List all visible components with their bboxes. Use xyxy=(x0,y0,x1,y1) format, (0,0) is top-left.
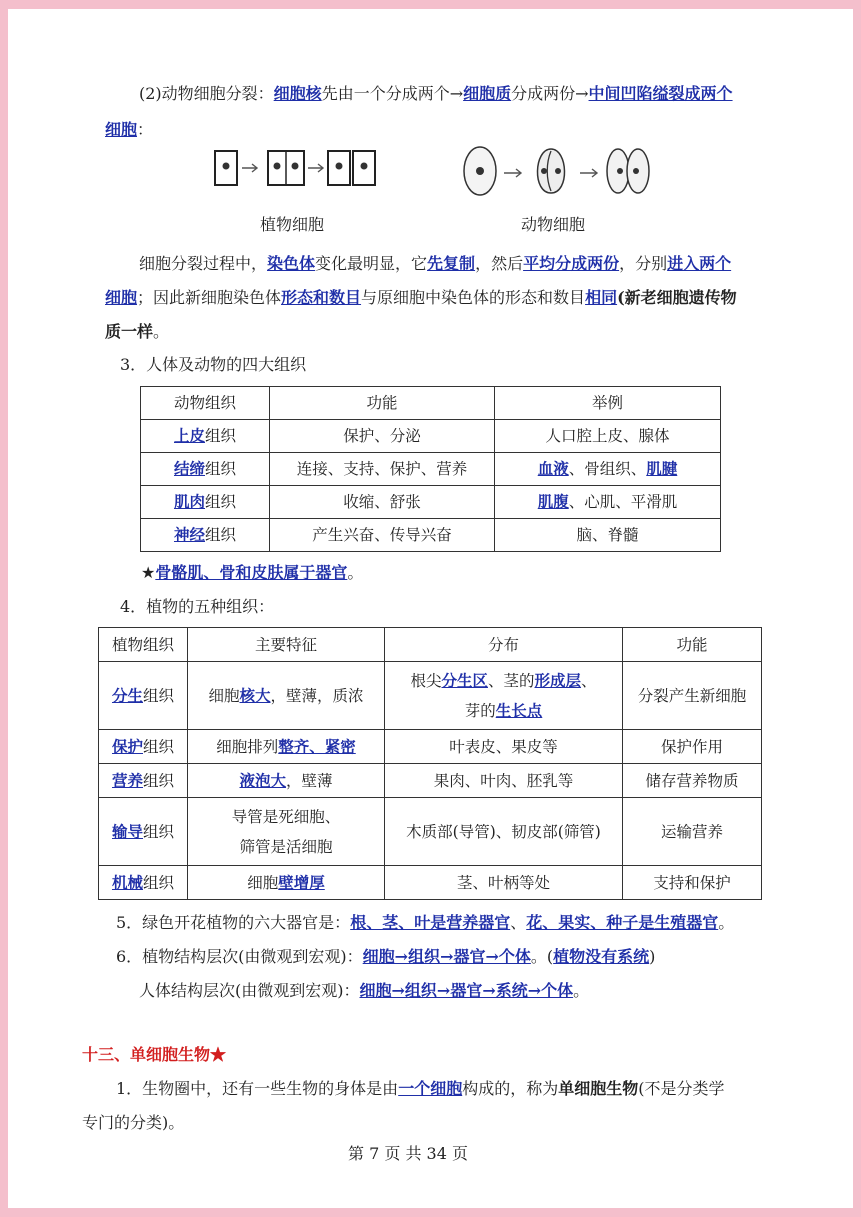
table-row xyxy=(99,662,762,730)
animal-cell-caption: 动物细胞 xyxy=(521,215,586,234)
plant-cell-division-diagram xyxy=(208,145,388,195)
table-header: 功能 xyxy=(270,387,495,420)
unicellular-line-1: 1．生物圈中，还有一些生物的身体是由一个细胞构成的，称为单细胞生物(不是分类学 xyxy=(116,1079,725,1098)
star-icon: ★ xyxy=(141,563,156,582)
tissue-function: 支持和保护 xyxy=(623,866,762,900)
table-row xyxy=(141,519,721,552)
plant-cell-caption: 植物细胞 xyxy=(260,215,325,234)
tissue-example: 肌腹、心肌、平滑肌 xyxy=(495,486,721,519)
tissue-distribution: 叶表皮、果皮等 xyxy=(385,730,623,764)
tissue-feature: 细胞排列整齐、紧密 xyxy=(188,730,385,764)
page-footer: 第 7 页 共 34 页 xyxy=(348,1144,468,1163)
tissue-feature: 细胞壁增厚 xyxy=(188,866,385,900)
tissue-example: 血液、骨组织、肌腱 xyxy=(495,453,721,486)
cell-division-line-2: 细胞： xyxy=(105,120,154,139)
tissue-name: 机械组织 xyxy=(99,866,188,900)
chromosome-line-3: 质一样。 xyxy=(105,322,170,341)
tissue-function: 保护、分泌 xyxy=(270,420,495,453)
chromosome-line-1: 细胞分裂过程中，染色体变化最明显，它先复制，然后平均分成两份，分别进入两个 xyxy=(139,254,732,273)
animal-tissues-table xyxy=(140,386,721,552)
table-row xyxy=(99,730,762,764)
animal-cell-division-diagram xyxy=(458,143,658,199)
table-header: 举例 xyxy=(495,387,721,420)
tissue-function: 产生兴奋、传导兴奋 xyxy=(270,519,495,552)
tissue-function: 连接、支持、保护、营养 xyxy=(270,453,495,486)
table-row xyxy=(99,764,762,798)
six-organs-line: 5．绿色开花植物的六大器官是：根、茎、叶是营养器官、花、果实、种子是生殖器官。 xyxy=(116,913,735,932)
chromosome-line-2: 细胞；因此新细胞染色体形态和数目与原细胞中染色体的形态和数目相同(新老细胞遗传物 xyxy=(105,288,737,307)
tissue-function: 分裂产生新细胞 xyxy=(623,662,762,730)
table-row xyxy=(99,866,762,900)
tissue-name: 神经组织 xyxy=(141,519,270,552)
animal-tissues-heading: 3．人体及动物的四大组织 xyxy=(120,355,307,374)
cell-division-line-1: (2)动物细胞分裂：细胞核先由一个分成两个→细胞质分成两份→中间凹陷缢裂成两个 xyxy=(139,84,733,103)
plant-tissues-table xyxy=(98,627,762,900)
table-header-row xyxy=(99,628,762,662)
tissue-name: 上皮组织 xyxy=(141,420,270,453)
plant-tissues-heading: 4．植物的五种组织： xyxy=(120,597,275,616)
tissue-name: 输导组织 xyxy=(99,798,188,866)
table-header: 主要特征 xyxy=(188,628,385,662)
plant-levels-line: 6．植物结构层次(由微观到宏观)：细胞→组织→器官→个体。(植物没有系统) xyxy=(116,947,656,966)
table-row xyxy=(141,420,721,453)
tissue-function: 储存营养物质 xyxy=(623,764,762,798)
tissue-distribution: 茎、叶柄等处 xyxy=(385,866,623,900)
tissue-name: 结缔组织 xyxy=(141,453,270,486)
tissue-name: 肌肉组织 xyxy=(141,486,270,519)
table-header: 功能 xyxy=(623,628,762,662)
tissue-feature: 导管是死细胞、 筛管是活细胞 xyxy=(188,798,385,866)
table-row xyxy=(141,486,721,519)
organ-note: ★骨骼肌、骨和皮肤属于器官。 xyxy=(141,563,364,582)
table-header: 分布 xyxy=(385,628,623,662)
tissue-function: 保护作用 xyxy=(623,730,762,764)
table-row xyxy=(141,453,721,486)
tissue-name: 营养组织 xyxy=(99,764,188,798)
document-page xyxy=(8,9,853,1208)
table-row xyxy=(99,798,762,866)
tissue-distribution: 果肉、叶肉、胚乳等 xyxy=(385,764,623,798)
tissue-feature: 液泡大，壁薄 xyxy=(188,764,385,798)
tissue-function: 收缩、舒张 xyxy=(270,486,495,519)
tissue-name: 分生组织 xyxy=(99,662,188,730)
tissue-function: 运输营养 xyxy=(623,798,762,866)
tissue-example: 人口腔上皮、腺体 xyxy=(495,420,721,453)
tissue-distribution: 木质部(导管)、韧皮部(筛管) xyxy=(385,798,623,866)
tissue-feature: 细胞核大，壁薄，质浓 xyxy=(188,662,385,730)
unicellular-line-2: 专门的分类)。 xyxy=(82,1113,185,1132)
section-13-title: 十三、单细胞生物★ xyxy=(82,1045,227,1064)
tissue-example: 脑、脊髓 xyxy=(495,519,721,552)
tissue-distribution: 根尖分生区、茎的形成层、 芽的生长点 xyxy=(385,662,623,730)
table-header-row xyxy=(141,387,721,420)
human-levels-line: 人体结构层次(由微观到宏观)：细胞→组织→器官→系统→个体。 xyxy=(139,981,590,1000)
tissue-name: 保护组织 xyxy=(99,730,188,764)
table-header: 动物组织 xyxy=(141,387,270,420)
table-header: 植物组织 xyxy=(99,628,188,662)
